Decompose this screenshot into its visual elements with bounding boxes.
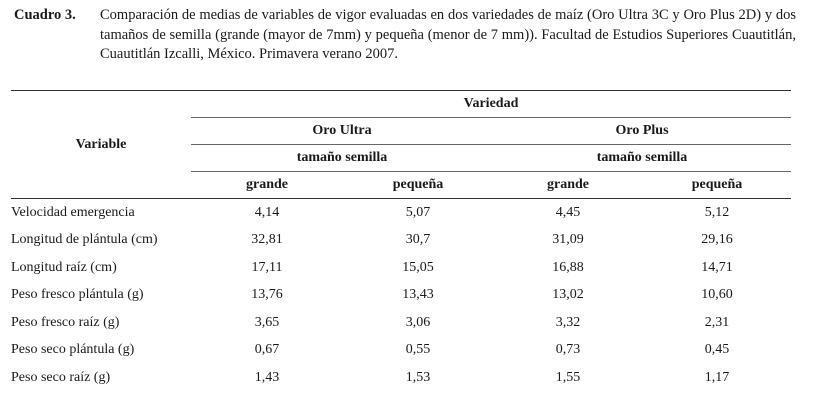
size-col-pequena-1: pequeña [392,177,444,192]
table-cell: 31,09 [552,232,584,248]
row-label: Peso fresco plántula (g) [11,287,144,303]
variety-header-oro-plus: Oro Plus [493,118,791,145]
table-row [11,364,791,392]
row-label: Velocidad emergencia [11,204,135,220]
variedad-header: Variedad [191,91,791,118]
table-cell: 4,14 [254,204,280,220]
size-col-pequena-2: pequeña [691,177,743,192]
row-label: Peso seco plántula (g) [11,342,135,358]
table-caption [14,6,796,65]
table-cell: 3,06 [405,314,431,330]
table-cell: 1,53 [405,369,431,385]
table-cell: 17,11 [251,259,283,275]
table-row [11,254,791,282]
table-cell: 32,81 [251,232,283,248]
table-cell: 3,65 [254,314,280,330]
table-cell: 5,07 [405,204,431,220]
table-cell: 0,55 [405,342,431,358]
table-cell: 1,55 [555,369,581,385]
table-cell: 14,71 [701,259,733,275]
size-header-oro-plus: tamaño semilla [493,145,791,172]
row-label: Longitud raíz (cm) [11,259,117,275]
table-cell: 15,05 [402,259,434,275]
row-label: Longitud de plántula (cm) [11,232,158,248]
table-row [11,337,791,365]
table-cell: 4,45 [555,204,581,220]
table-row [11,282,791,310]
variety-header-oro-ultra: Oro Ultra [191,118,493,145]
table-cell: 30,7 [405,232,431,248]
size-col-grande-1: grande [246,177,288,192]
size-header-oro-ultra: tamaño semilla [191,145,493,172]
table-cell: 3,32 [555,314,581,330]
data-table [11,90,791,392]
table-row [11,227,791,255]
table-row [11,309,791,337]
table-cell: 1,17 [704,369,730,385]
table-cell: 2,31 [704,314,730,330]
table-cell: 29,16 [701,232,733,248]
row-label: Peso seco raíz (g) [11,369,111,385]
table-cell: 0,45 [704,342,730,358]
table-cell: 10,60 [701,287,733,303]
table-cell: 13,02 [552,287,584,303]
table-cell: 16,88 [552,259,584,275]
variable-header: Variable [75,136,127,152]
table-cell: 13,43 [402,287,434,303]
table-cell: 13,76 [251,287,283,303]
size-col-grande-2: grande [547,177,589,192]
table-cell: 0,73 [555,342,581,358]
caption-text: Comparación de medias de variables de vigor evaluadas en dos variedades de maíz (Oro Ultra 3C y Oro Plus 2D) y dos tamaños de semilla (grande (mayor de 7mm) y pequeña (menor de 7 mm)). Facultad de Estudios Superiores Cuautitlán, Cuautitlán Izcalli, México. Primavera verano 2007. [100,7,796,62]
row-label: Peso fresco raíz (g) [11,314,120,330]
table-row [11,199,791,227]
caption-label: Cuadro 3. [14,7,76,23]
table-cell: 1,43 [254,369,280,385]
table-cell: 0,67 [254,342,280,358]
table-cell: 5,12 [704,204,730,220]
